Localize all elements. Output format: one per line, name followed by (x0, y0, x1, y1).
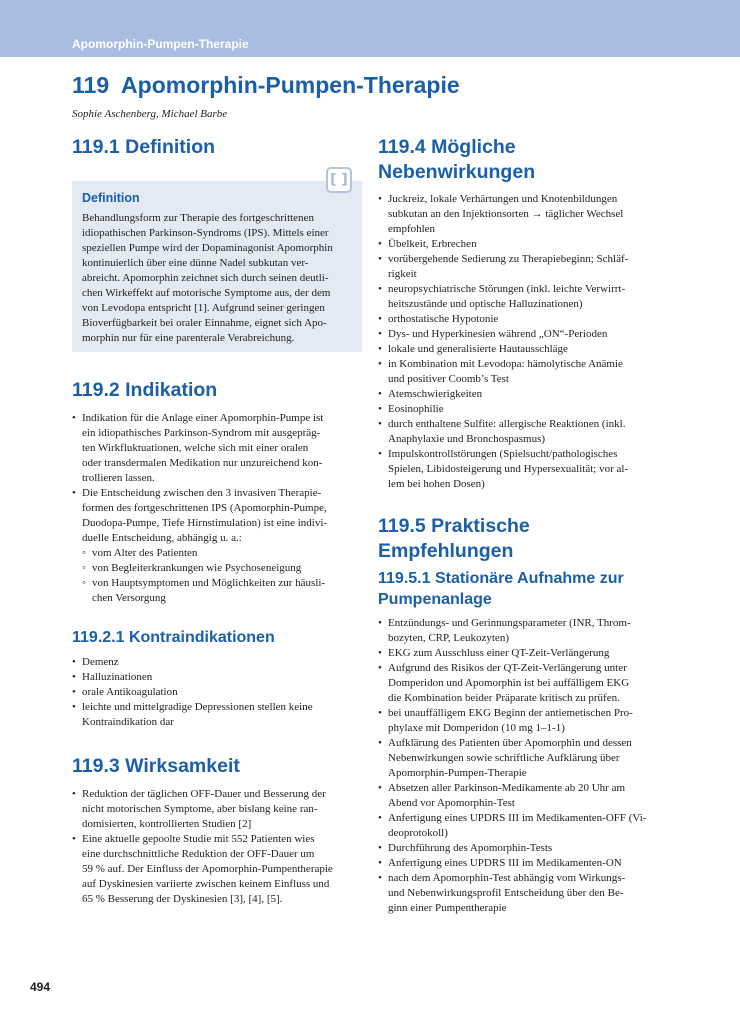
subsection-heading-kontraindikationen: 119.2.1 Kontraindikationen (72, 629, 275, 646)
list-item: • Aufklärung des Patienten über Apomorphin und dessen Nebenwirkungen sowie schriftliche Aufklärung über Apomorphin-Pumpen-Therapie (378, 736, 668, 781)
list-item: • Aufgrund des Risikos der QT-Zeit-Verlängerung unter Domperidon und Apomorphin ist bei auffälligem EKG die Kombination beider Präparate kritisch zu prüfen. (378, 661, 668, 706)
definition-line: kontinuierlich über eine dünne Nadel subkutan ver- (82, 257, 309, 269)
list-item: • orale Antikoagulation (72, 685, 362, 700)
list-item: • Indikation für die Anlage einer Apomorphin-Pumpe ist ein idiopathisches Parkinson-Syndrom mit ausgepräg- ten Wirkfluktuationen, welche sich mit einer oralen oder transdermalen Medikation nur unzureichend kon- trollieren lassen. (72, 411, 362, 486)
empfehlungen-list (378, 616, 668, 916)
indikation-list (72, 411, 362, 606)
section-heading-definition: 119.1 Definition (72, 136, 216, 158)
list-item: • Juckreiz, lokale Verhärtungen und Knotenbildungen subkutan an den Injektionsorten → täglicher Wechsel empfohlen (378, 192, 668, 237)
definition-box-title: Definition (82, 191, 140, 205)
list-item: • leichte und mittelgradige Depressionen stellen keine Kontraindikation dar (72, 700, 362, 730)
list-item: • Absetzen aller Parkinson-Medikamente ab 20 Uhr am Abend vor Apomorphin-Test (378, 781, 668, 811)
list-item: • Reduktion der täglichen OFF-Dauer und Besserung der nicht motorischen Symptome, aber bislang keine ran- domisierten, kontrollierten Studien [2] (72, 787, 362, 832)
list-item: • Demenz (72, 655, 362, 670)
indikation-sublist (82, 546, 362, 606)
section-heading-indikation: 119.2 Indikation (72, 379, 218, 401)
kontraindikationen-list (72, 655, 362, 730)
chapter-number: 119 (72, 72, 110, 98)
list-item: • bei unauffälligem EKG Beginn der antiemetischen Pro- phylaxe mit Domperidon (10 mg 1–1-1) (378, 706, 668, 736)
definition-line: von Levodopa entspricht [1]. Aufgrund seiner geringen (82, 302, 325, 314)
definition-box-text (82, 211, 352, 346)
list-item: • nach dem Apomorphin-Test abhängig vom Wirkungs- und Nebenwirkungsprofil Entscheidung über den Be- ginn einer Pumpentherapie (378, 871, 668, 916)
chapter-title-text: Apomorphin-Pumpen-Therapie (121, 72, 460, 98)
list-item: • neuropsychiatrische Störungen (inkl. leichte Verwirrt- heitszustände und optische Halluzinationen) (378, 282, 668, 312)
list-item: • Durchführung des Apomorphin-Tests (378, 841, 668, 856)
definition-box (72, 172, 362, 352)
definition-line: Bioverfügbarkeit bei oraler Einnahme, eignet sich Apo- (82, 317, 327, 329)
definition-line: speziellen Pumpe wird der Dopaminagonist Apomorphin (82, 242, 333, 254)
running-header-bar (0, 0, 740, 57)
definition-line: chen Wirkeffekt auf motorische Symptome aus, der dem (82, 287, 331, 299)
list-item: • Anfertigung eines UPDRS III im Medikamenten-ON (378, 856, 668, 871)
definition-line: idiopathischen Parkinson-Syndroms (IPS). Mittels einer (82, 227, 329, 239)
page-number: 494 (30, 980, 51, 994)
right-column (378, 135, 668, 916)
list-item: • Die Entscheidung zwischen den 3 invasiven Therapie- formen des fortgeschrittenen IPS (Apomorphin-Pumpe, Duodopa-Pumpe, Tiefe Hirnstimulation) ist eine indivi- duelle Entscheidung, abhängig u. a.: ◦ vom Alter des Patienten ◦ von Begleiterkrankungen wie Psychoseneigung ◦ von Hauptsymptomen und Möglichkeiten zur häusli- chen Versorgung (72, 486, 362, 606)
nebenwirkungen-list (378, 192, 668, 492)
list-item: • lokale und generalisierte Hautausschläge (378, 342, 668, 357)
list-item: • Impulskontrollstörungen (Spielsucht/pathologisches Spielen, Libidosteigerung und Hypersexualität; vor al- lem bei hohen Dosen) (378, 447, 668, 492)
list-item: • Entzündungs- und Gerinnungsparameter (INR, Throm- bozyten, CRP, Leukozyten) (378, 616, 668, 646)
list-item: • Übelkeit, Erbrechen (378, 237, 668, 252)
subsection-heading-stationaere-aufnahme: 119.5.1 Stationäre Aufnahme zur Pumpenanlage (378, 570, 624, 608)
list-item: • in Kombination mit Levodopa: hämolytische Anämie und positiver Coomb’s Test (378, 357, 668, 387)
list-item: • durch enthaltene Sulfite: allergische Reaktionen (inkl. Anaphylaxie und Bronchospasmus) (378, 417, 668, 447)
list-item: • Anfertigung eines UPDRS III im Medikamenten-OFF (Vi- deoprotokoll) (378, 811, 668, 841)
list-item: • Eosinophilie (378, 402, 668, 417)
definition-bracket-icon: [ ] (326, 167, 352, 193)
sublist-item: ◦ vom Alter des Patienten (82, 546, 362, 561)
list-item: • Halluzinationen (72, 670, 362, 685)
list-item: • Dys- und Hyperkinesien während „ON“-Perioden (378, 327, 668, 342)
section-heading-empfehlungen: 119.5 Praktische Empfehlungen (378, 515, 530, 562)
definition-line: morphin nur für eine parenterale Verabreichung. (82, 332, 295, 344)
list-item: • Atemschwierigkeiten (378, 387, 668, 402)
running-header-title: Apomorphin-Pumpen-Therapie (72, 37, 249, 51)
left-column (72, 135, 362, 907)
section-heading-wirksamkeit: 119.3 Wirksamkeit (72, 755, 240, 777)
sublist-item: ◦ von Begleiterkrankungen wie Psychoseneigung (82, 561, 362, 576)
list-item: • Eine aktuelle gepoolte Studie mit 552 Patienten wies eine durchschnittliche Reduktion der OFF-Dauer um 59 % auf. Der Einfluss der Apomorphin-Pumpentherapie auf Dyskinesien variierte zwischen keinem Einfluss und 65 % Besserung der Dyskinesien [3], [4], [5]. (72, 832, 362, 907)
sublist-item: ◦ von Hauptsymptomen und Möglichkeiten zur häusli- chen Versorgung (82, 576, 362, 606)
section-heading-nebenwirkungen: 119.4 Mögliche Nebenwirkungen (378, 136, 536, 183)
list-item: • EKG zum Ausschluss einer QT-Zeit-Verlängerung (378, 646, 668, 661)
list-item: • orthostatische Hypotonie (378, 312, 668, 327)
chapter-authors: Sophie Aschenberg, Michael Barbe (72, 108, 228, 120)
list-item: • vorübergehende Sedierung zu Therapiebeginn; Schläf- rigkeit (378, 252, 668, 282)
chapter-title (72, 72, 460, 99)
wirksamkeit-list (72, 787, 362, 907)
definition-line: Behandlungsform zur Therapie des fortgeschrittenen (82, 212, 314, 224)
definition-line: abreicht. Apomorphin zeichnet sich durch seinen deutli- (82, 272, 329, 284)
